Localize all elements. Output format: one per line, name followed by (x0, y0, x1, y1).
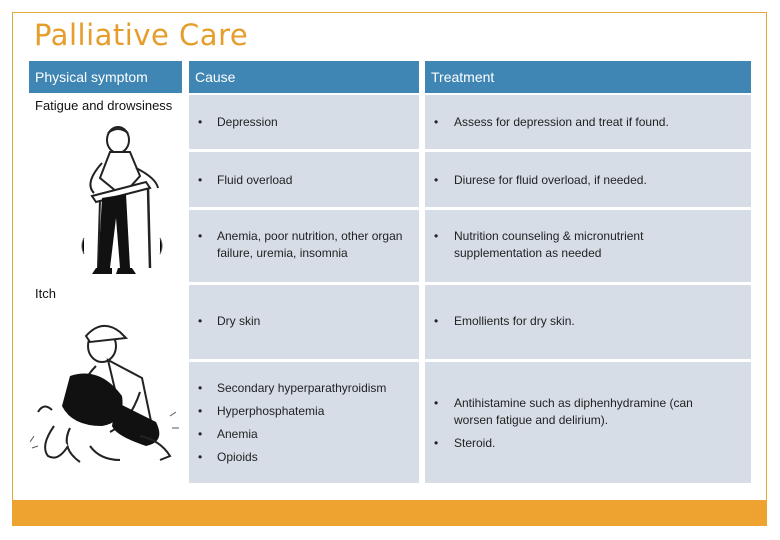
treatment-text: Antihistamine such as diphenhydramine (can worsen fatigue and delirium). (454, 396, 693, 427)
bullet: • (434, 436, 439, 450)
treatment-text: Emollients for dry skin. (454, 314, 575, 328)
cause-text: Anemia, poor nutrition, other organ failure, uremia, insomnia (217, 229, 403, 260)
bullet: • (434, 229, 439, 243)
treatment-text: Steroid. (454, 436, 496, 450)
bullet: • (198, 381, 203, 395)
bullet: • (198, 314, 203, 328)
bullet: • (198, 427, 203, 441)
treatment-text: Diurese for fluid overload, if needed. (454, 173, 647, 187)
bullet: • (434, 115, 439, 129)
bullet: • (198, 450, 203, 464)
page-title: Palliative Care (34, 18, 249, 52)
symptom-fatigue-label: Fatigue and drowsiness (35, 98, 173, 113)
symptom-itch-label: Itch (35, 286, 56, 301)
itching-man-illustration (30, 316, 180, 476)
cause-text: Fluid overload (217, 173, 293, 187)
bullet: • (434, 314, 439, 328)
bullet: • (198, 404, 203, 418)
bullet: • (198, 115, 203, 129)
cause-text: Depression (217, 115, 278, 129)
bullet: • (198, 173, 203, 187)
treatment-text: Nutrition counseling & micronutrient supplementation as needed (454, 229, 644, 260)
cause-text: Secondary hyperparathyroidism (217, 381, 387, 395)
bullet: • (434, 173, 439, 187)
treatment-text: Assess for depression and treat if found. (454, 115, 669, 129)
cause-text: Anemia (217, 427, 258, 441)
header-cause: Cause (189, 61, 419, 93)
bullet: • (198, 229, 203, 243)
header-physical-symptom: Physical symptom (29, 61, 182, 93)
header-treatment: Treatment (425, 61, 751, 93)
cause-text: Opioids (217, 450, 258, 464)
cause-text: Dry skin (217, 314, 261, 328)
bullet: • (434, 396, 439, 410)
cause-text: Hyperphosphatemia (217, 404, 325, 418)
fatigued-man-illustration (70, 118, 180, 278)
footer-bar (12, 500, 767, 526)
